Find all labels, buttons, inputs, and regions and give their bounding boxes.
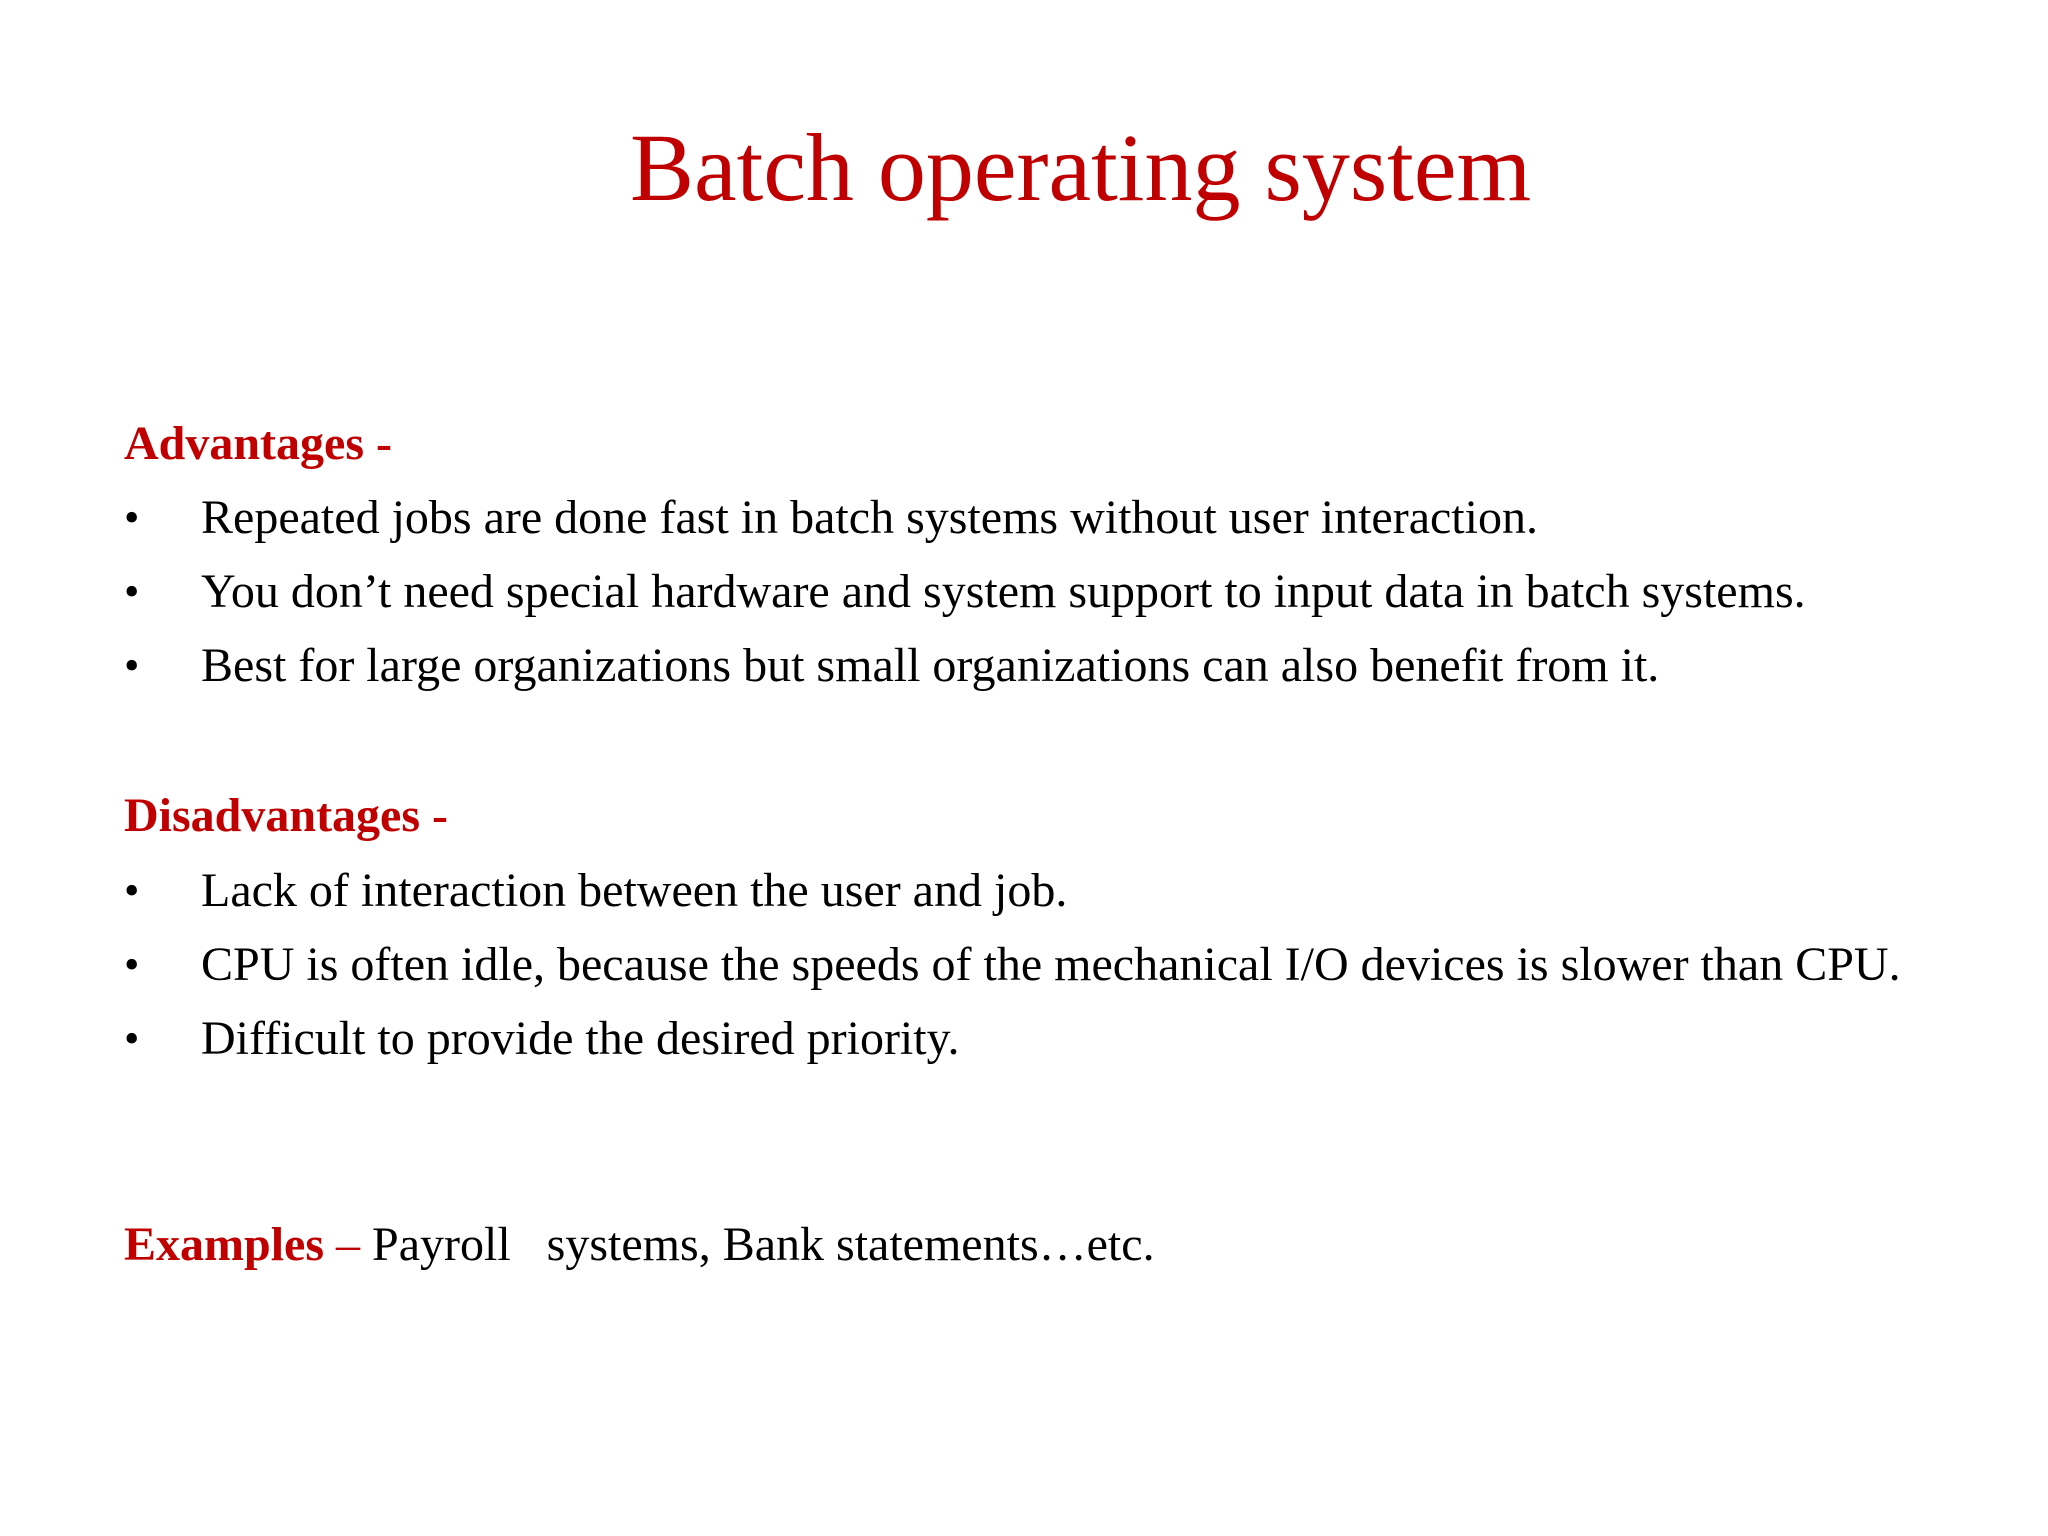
advantages-list [124,487,1944,709]
disadvantages-heading: Disadvantages - [124,789,449,842]
advantage-text: Best for large organizations but small organizations can also benefit from it. [201,639,1660,692]
list-item [124,860,1944,922]
examples-label: Examples [124,1218,325,1271]
list-item [124,561,1944,623]
examples-text: Payroll systems, Bank statements…etc. [372,1218,1155,1271]
slide-title: Batch operating system [630,114,1532,221]
disadvantage-text: Difficult to provide the desired priority. [201,1012,960,1065]
list-item [124,487,1944,549]
list-item [124,635,1944,697]
disadvantage-text: CPU is often idle, because the speeds of the mechanical I/O devices is slower than CPU. [201,938,1901,991]
list-item [124,934,1944,996]
list-item [124,1008,1944,1070]
advantage-text: You don’t need special hardware and system support to input data in batch systems. [201,565,1806,618]
bullet-icon: • [124,641,140,690]
bullet-icon: • [124,493,140,542]
advantages-heading: Advantages - [124,417,393,470]
examples-dash: – [324,1218,373,1271]
disadvantage-text: Lack of interaction between the user and job. [201,864,1068,917]
disadvantages-list [124,860,1944,1082]
advantage-text: Repeated jobs are done fast in batch systems without user interaction. [201,491,1538,544]
bullet-icon: • [124,940,140,989]
bullet-icon: • [124,567,140,616]
bullet-icon: • [124,1014,140,1063]
examples-line [124,1215,1155,1275]
bullet-icon: • [124,866,140,915]
